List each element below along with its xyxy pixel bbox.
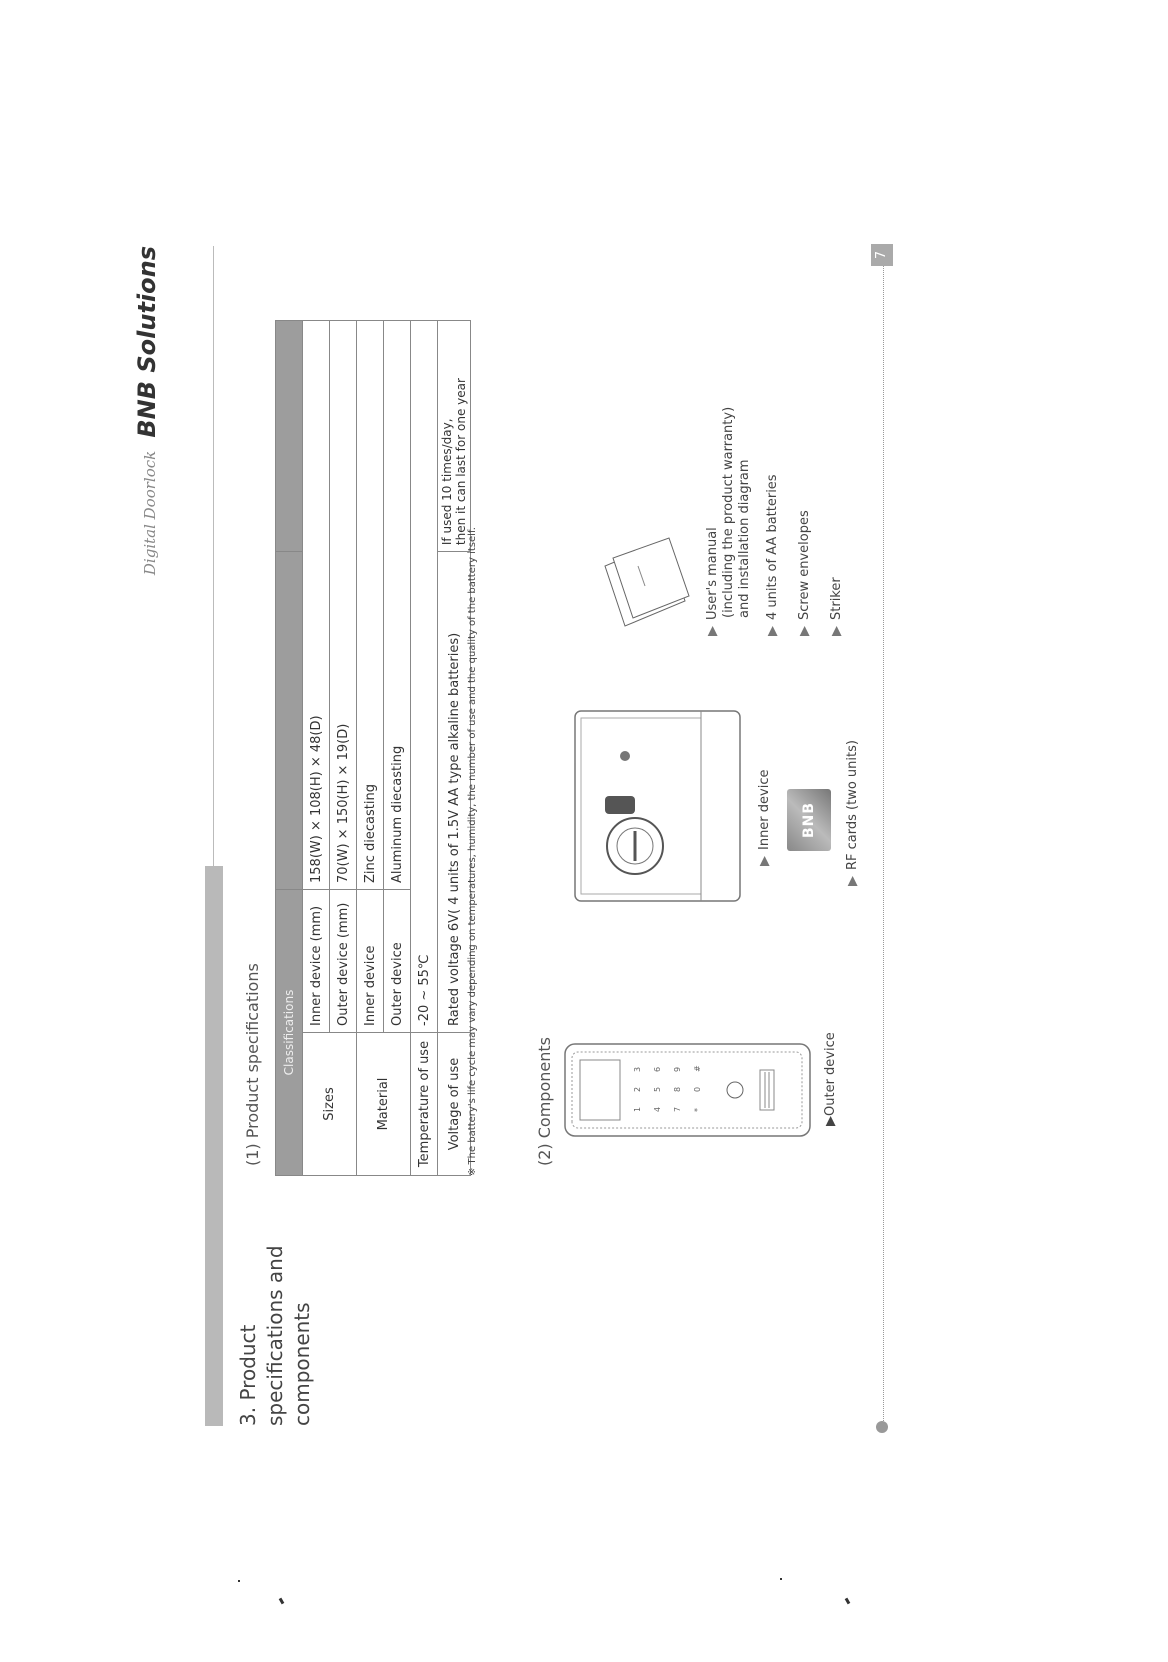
page-number: 7 xyxy=(871,244,893,266)
svg-text:6: 6 xyxy=(653,1066,662,1072)
brand-header xyxy=(133,246,161,736)
components-heading: (2) Components xyxy=(535,1037,554,1166)
table-row xyxy=(357,321,384,1176)
arrow-icon: ▶ xyxy=(757,856,772,866)
footer-rule xyxy=(883,266,884,1426)
svg-text:*: * xyxy=(693,1108,702,1112)
rf-card-logo: BNB xyxy=(801,801,817,839)
arrow-icon: ▶ xyxy=(705,626,720,636)
svg-text:7: 7 xyxy=(673,1106,682,1112)
footer-dot xyxy=(876,1421,888,1433)
voltage-note xyxy=(438,321,471,552)
list-item: ▶Screw envelopes xyxy=(797,510,812,636)
material-inner-label: Inner device xyxy=(357,890,384,1033)
voltage-note-line1: If used 10 times/day, xyxy=(440,418,454,546)
sizes-inner-label: Inner device (mm) xyxy=(303,890,330,1033)
table-header-row xyxy=(276,321,303,1176)
table-header-blank-2 xyxy=(276,321,303,552)
rf-cards-label: ▶RF cards (two units) xyxy=(845,740,860,886)
sizes-label: Sizes xyxy=(303,1033,357,1176)
svg-text:3: 3 xyxy=(633,1066,642,1072)
header-grey-bar xyxy=(205,866,223,1426)
section-number: 3. xyxy=(236,1406,260,1426)
list-item: ▶User's manual (including the product warranty) and installation diagram xyxy=(705,406,752,636)
material-label: Material xyxy=(357,1033,411,1176)
inner-device-label: ▶Inner device xyxy=(757,769,772,866)
svg-text:#: # xyxy=(693,1065,702,1072)
sizes-outer-label: Outer device (mm) xyxy=(330,890,357,1033)
rotated-document-page xyxy=(133,246,949,1426)
table-header-blank xyxy=(276,552,303,890)
sizes-outer-value: 70(W) × 150(H) × 19(D) xyxy=(330,321,357,890)
svg-text:0: 0 xyxy=(693,1086,702,1092)
sizes-inner-value: 158(W) × 108(H) × 48(D) xyxy=(303,321,330,890)
list-item: ▶4 units of AA batteries xyxy=(765,474,780,636)
manual-illustration xyxy=(595,526,695,636)
svg-text:2: 2 xyxy=(633,1086,642,1092)
temperature-label: Temperature of use xyxy=(411,1033,438,1176)
rf-card xyxy=(787,789,831,851)
table-row xyxy=(303,321,330,1176)
arrow-icon: ▶ xyxy=(797,626,812,636)
svg-text:8: 8 xyxy=(673,1086,682,1092)
brand-name: BNB Solutions xyxy=(133,246,161,438)
specs-heading: (1) Product specifications xyxy=(243,963,262,1166)
brand-subtitle: Digital Doorlock xyxy=(141,450,159,576)
svg-text:9: 9 xyxy=(673,1066,682,1072)
header-rule xyxy=(213,246,214,866)
svg-text:4: 4 xyxy=(653,1106,662,1112)
arrow-icon: ▶ xyxy=(829,626,844,636)
table-header: Classifications xyxy=(276,890,303,1176)
svg-text:5: 5 xyxy=(653,1086,662,1092)
svg-text:1: 1 xyxy=(633,1106,642,1112)
material-outer-value: Aluminum diecasting xyxy=(384,321,411,890)
list-item: ▶Striker xyxy=(829,577,844,636)
spec-table xyxy=(275,320,471,1176)
voltage-value: Rated voltage 6V( 4 units of 1.5V AA type alkaline batteries) xyxy=(438,552,471,1033)
arrow-icon: ▶ xyxy=(845,876,860,886)
section-title-line1: Product xyxy=(236,1324,260,1401)
temperature-value: -20 ~ 55℃ xyxy=(411,321,438,1033)
outer-device-illustration xyxy=(560,1026,820,1146)
section-title-line2: specifications and xyxy=(263,1245,287,1426)
section-title xyxy=(235,1186,316,1426)
material-inner-value: Zinc diecasting xyxy=(357,321,384,890)
table-row xyxy=(411,321,438,1176)
battery-footnote: ※ The battery's life cycle may vary depending on temperatures, humidity, the number of use and the quality of the battery itself. xyxy=(467,527,478,1176)
inner-device-illustration xyxy=(565,706,745,906)
table-row xyxy=(438,321,471,1176)
voltage-note-line2: then it can last for one year xyxy=(454,378,468,546)
material-outer-label: Outer device xyxy=(384,890,411,1033)
outer-device-label: ▶Outer device xyxy=(823,1032,838,1126)
section-title-line3: components xyxy=(290,1302,314,1426)
arrow-icon: ▶ xyxy=(765,626,780,636)
voltage-label: Voltage of use xyxy=(438,1033,471,1176)
